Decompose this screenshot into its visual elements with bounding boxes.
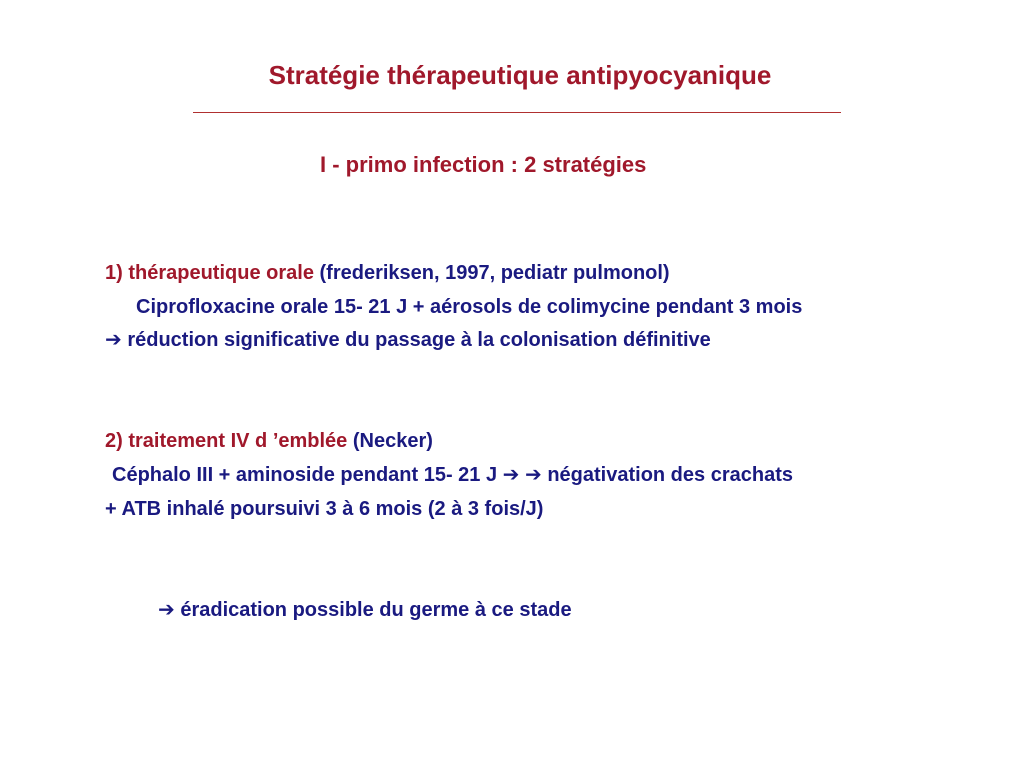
section2-reference: (Necker) bbox=[352, 430, 433, 452]
slide-subtitle: I - primo infection : 2 stratégies bbox=[320, 152, 647, 177]
section2-heading-line bbox=[105, 428, 433, 454]
section1-reference: (frederiksen, 1997, pediatr pulmonol) bbox=[319, 262, 670, 284]
section2-treatment: Céphalo III + aminoside pendant 15- 21 J bbox=[112, 464, 498, 486]
conclusion: éradication possible du germe à ce stade bbox=[180, 599, 572, 621]
arrow-right-icon: ➔ bbox=[158, 599, 175, 621]
section2-followup: + ATB inhalé poursuivi 3 à 6 mois (2 à 3 fois/J) bbox=[105, 498, 544, 520]
section2-heading: 2) traitement IV d ’emblée bbox=[105, 430, 348, 452]
section1-result: réduction significative du passage à la colonisation définitive bbox=[127, 329, 711, 351]
section1-treatment: Ciprofloxacine orale 15- 21 J + aérosols de colimycine pendant 3 mois bbox=[136, 296, 803, 318]
section1-result-line bbox=[105, 327, 711, 353]
arrow-right-icon: ➔ bbox=[525, 464, 542, 486]
section1-heading-line bbox=[105, 260, 670, 286]
title-underline bbox=[193, 112, 841, 113]
section2-result: négativation des crachats bbox=[547, 464, 793, 486]
arrow-right-icon: ➔ bbox=[105, 329, 122, 351]
slide-title: Stratégie thérapeutique antipyocyanique bbox=[268, 60, 772, 90]
section2-treatment-line bbox=[112, 462, 793, 488]
arrow-right-icon: ➔ bbox=[502, 464, 520, 486]
section1-heading: 1) thérapeutique orale bbox=[105, 262, 314, 284]
conclusion-line bbox=[158, 597, 572, 623]
